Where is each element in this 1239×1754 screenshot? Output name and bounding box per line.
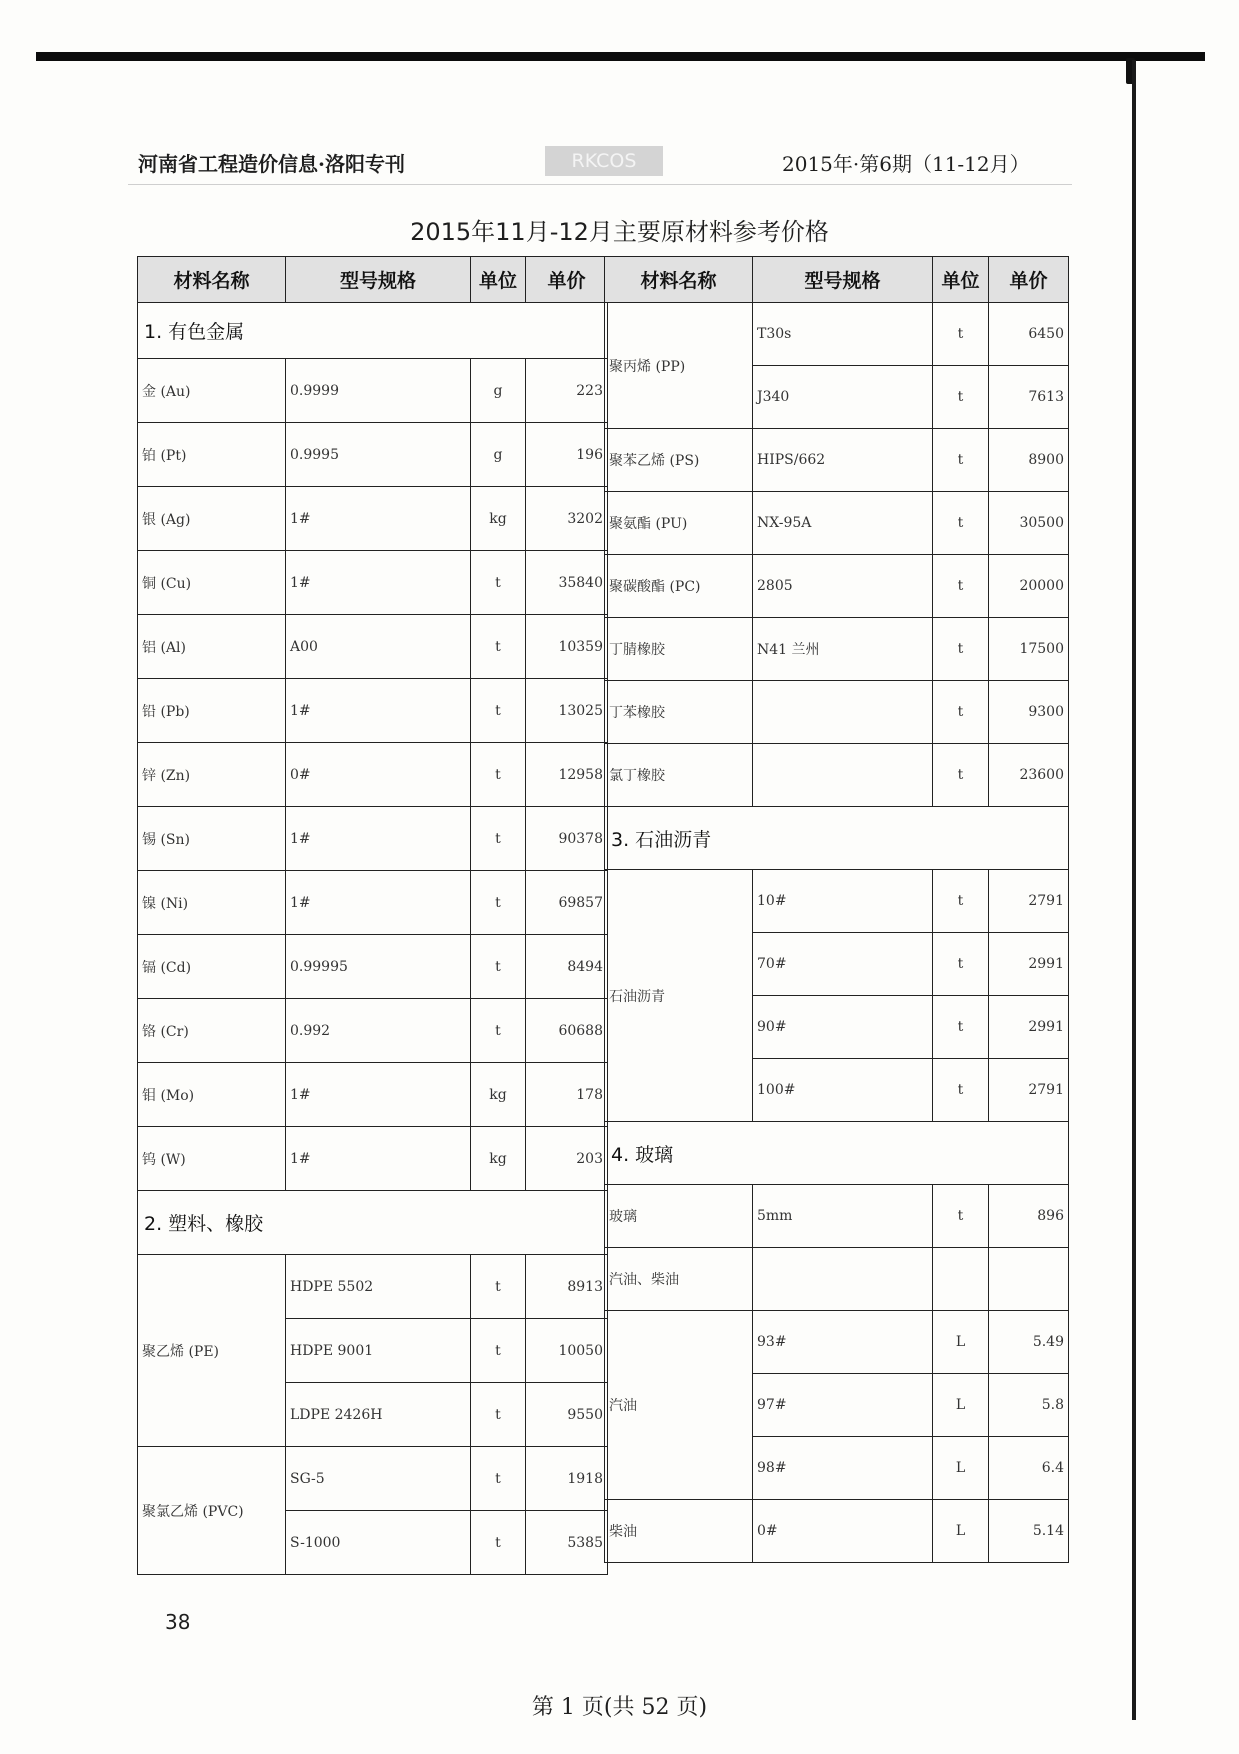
material-name: 聚氯乙烯 (PVC) <box>138 1447 286 1575</box>
header-rule <box>128 184 1072 185</box>
price: 5.8 <box>989 1374 1069 1437</box>
material-name: 铬 (Cr) <box>138 999 286 1063</box>
material-name: 锡 (Sn) <box>138 807 286 871</box>
unit: L <box>933 1437 989 1500</box>
col-header-unit: 单位 <box>471 257 526 303</box>
spec: 1# <box>286 1063 471 1127</box>
unit: t <box>471 679 526 743</box>
unit: t <box>933 492 989 555</box>
table-row <box>138 1447 608 1511</box>
material-name: 玻璃 <box>605 1185 753 1248</box>
spec: 93# <box>753 1311 933 1374</box>
table-row <box>138 1063 608 1127</box>
unit: g <box>471 359 526 423</box>
price: 8494 <box>526 935 608 999</box>
table-row <box>605 618 1069 681</box>
material-name: 铂 (Pt) <box>138 423 286 487</box>
table-row <box>605 429 1069 492</box>
unit: t <box>471 615 526 679</box>
table-row <box>605 681 1069 744</box>
unit: t <box>933 744 989 807</box>
price: 17500 <box>989 618 1069 681</box>
spec: 2805 <box>753 555 933 618</box>
price: 69857 <box>526 871 608 935</box>
unit: t <box>933 303 989 366</box>
price: 12958 <box>526 743 608 807</box>
price: 7613 <box>989 366 1069 429</box>
price: 60688 <box>526 999 608 1063</box>
spec: 1# <box>286 871 471 935</box>
col-header-name: 材料名称 <box>138 257 286 303</box>
unit: kg <box>471 1063 526 1127</box>
spec: T30s <box>753 303 933 366</box>
table-row <box>138 487 608 551</box>
unit: t <box>471 1255 526 1319</box>
unit: t <box>933 1059 989 1122</box>
material-name: 氯丁橡胶 <box>605 744 753 807</box>
spec: 97# <box>753 1374 933 1437</box>
spec: 10# <box>753 870 933 933</box>
unit: t <box>933 1185 989 1248</box>
unit: L <box>933 1311 989 1374</box>
page-number: 38 <box>165 1610 191 1634</box>
material-name: 银 (Ag) <box>138 487 286 551</box>
unit: t <box>933 870 989 933</box>
price: 35840 <box>526 551 608 615</box>
spec: 1# <box>286 807 471 871</box>
price: 896 <box>989 1185 1069 1248</box>
table-row <box>138 423 608 487</box>
table-row <box>605 1311 1069 1374</box>
table-row <box>138 1127 608 1191</box>
price: 6.4 <box>989 1437 1069 1500</box>
price: 10359 <box>526 615 608 679</box>
header-row <box>605 257 1069 303</box>
top-rule <box>36 52 1205 61</box>
issue-info: 2015年·第6期（11-12月） <box>782 152 1030 176</box>
section-heading: 1. 有色金属 <box>138 303 608 359</box>
table-row <box>138 871 608 935</box>
material-name: 钼 (Mo) <box>138 1063 286 1127</box>
spec: 70# <box>753 933 933 996</box>
material-name: 聚碳酸酯 (PC) <box>605 555 753 618</box>
table-row <box>605 303 1069 366</box>
material-name: 聚乙烯 (PE) <box>138 1255 286 1447</box>
price: 5385 <box>526 1511 608 1575</box>
binding-edge <box>1132 60 1136 1720</box>
unit: t <box>471 807 526 871</box>
journal-name: 河南省工程造价信息·洛阳专刊 <box>138 152 405 176</box>
spec: 0# <box>286 743 471 807</box>
unit: t <box>933 429 989 492</box>
price: 2991 <box>989 933 1069 996</box>
price: 13025 <box>526 679 608 743</box>
spec: 98# <box>753 1437 933 1500</box>
col-header-name: 材料名称 <box>605 257 753 303</box>
spec: A00 <box>286 615 471 679</box>
material-name: 聚丙烯 (PP) <box>605 303 753 429</box>
price: 9300 <box>989 681 1069 744</box>
spec: 1# <box>286 551 471 615</box>
unit: t <box>471 935 526 999</box>
spec <box>753 681 933 744</box>
unit: t <box>471 1511 526 1575</box>
price: 5.14 <box>989 1500 1069 1563</box>
spec: 90# <box>753 996 933 1059</box>
spec: HIPS/662 <box>753 429 933 492</box>
spec: N41 兰州 <box>753 618 933 681</box>
material-name: 铅 (Pb) <box>138 679 286 743</box>
price: 1918 <box>526 1447 608 1511</box>
spec: 1# <box>286 1127 471 1191</box>
unit: L <box>933 1500 989 1563</box>
unit: t <box>933 933 989 996</box>
spec: 5mm <box>753 1185 933 1248</box>
material-name: 聚氨酯 (PU) <box>605 492 753 555</box>
table-row <box>605 1185 1069 1248</box>
header-row <box>138 257 608 303</box>
page-title: 2015年11月-12月主要原材料参考价格 <box>410 218 829 246</box>
spec: 0.99995 <box>286 935 471 999</box>
unit: g <box>471 423 526 487</box>
spec: S-1000 <box>286 1511 471 1575</box>
spec: 0# <box>753 1500 933 1563</box>
spec: 0.992 <box>286 999 471 1063</box>
unit <box>933 1248 989 1311</box>
stamp-watermark: RKCOS <box>545 146 663 176</box>
price: 90378 <box>526 807 608 871</box>
unit: t <box>471 999 526 1063</box>
unit: kg <box>471 487 526 551</box>
price: 10050 <box>526 1319 608 1383</box>
material-name: 丁苯橡胶 <box>605 681 753 744</box>
unit: t <box>933 681 989 744</box>
col-header-unit: 单位 <box>933 257 989 303</box>
table-row <box>138 1255 608 1319</box>
unit: t <box>933 618 989 681</box>
material-name: 镍 (Ni) <box>138 871 286 935</box>
price: 203 <box>526 1127 608 1191</box>
table-row <box>138 551 608 615</box>
price: 196 <box>526 423 608 487</box>
material-name: 柴油 <box>605 1500 753 1563</box>
table-row <box>605 492 1069 555</box>
material-name: 锌 (Zn) <box>138 743 286 807</box>
unit: t <box>933 996 989 1059</box>
price: 2991 <box>989 996 1069 1059</box>
material-name: 丁腈橡胶 <box>605 618 753 681</box>
table-row <box>138 743 608 807</box>
table-row <box>138 359 608 423</box>
col-header-price: 单价 <box>989 257 1069 303</box>
table-row <box>138 807 608 871</box>
price <box>989 1248 1069 1311</box>
page-footer: 第 1 页(共 52 页) <box>531 1695 708 1720</box>
price: 3202 <box>526 487 608 551</box>
spec: NX-95A <box>753 492 933 555</box>
price: 30500 <box>989 492 1069 555</box>
unit: t <box>471 1447 526 1511</box>
price: 23600 <box>989 744 1069 807</box>
unit: L <box>933 1374 989 1437</box>
price: 2791 <box>989 870 1069 933</box>
col-header-spec: 型号规格 <box>753 257 933 303</box>
material-name: 汽油、柴油 <box>605 1248 753 1311</box>
price: 5.49 <box>989 1311 1069 1374</box>
section-heading: 4. 玻璃 <box>605 1122 1069 1185</box>
material-name: 镉 (Cd) <box>138 935 286 999</box>
material-name: 铝 (Al) <box>138 615 286 679</box>
spec <box>753 1248 933 1311</box>
spec: SG-5 <box>286 1447 471 1511</box>
table-row <box>138 615 608 679</box>
spec: 0.9995 <box>286 423 471 487</box>
unit: t <box>471 551 526 615</box>
spec <box>753 744 933 807</box>
spec: HDPE 5502 <box>286 1255 471 1319</box>
material-name: 铜 (Cu) <box>138 551 286 615</box>
col-header-price: 单价 <box>526 257 608 303</box>
table-row <box>605 555 1069 618</box>
unit: t <box>933 555 989 618</box>
unit: t <box>471 1383 526 1447</box>
section-heading: 2. 塑料、橡胶 <box>138 1191 608 1255</box>
table-row <box>605 870 1069 933</box>
table-row <box>605 1500 1069 1563</box>
price: 9550 <box>526 1383 608 1447</box>
unit: t <box>933 366 989 429</box>
material-name: 石油沥青 <box>605 870 753 1122</box>
table-row <box>138 679 608 743</box>
price: 20000 <box>989 555 1069 618</box>
price: 223 <box>526 359 608 423</box>
spec: 0.9999 <box>286 359 471 423</box>
unit: t <box>471 1319 526 1383</box>
spec: LDPE 2426H <box>286 1383 471 1447</box>
price: 6450 <box>989 303 1069 366</box>
price: 178 <box>526 1063 608 1127</box>
table-row <box>138 999 608 1063</box>
left-price-table <box>137 256 608 1575</box>
price: 8913 <box>526 1255 608 1319</box>
material-name: 汽油 <box>605 1311 753 1500</box>
material-name: 金 (Au) <box>138 359 286 423</box>
unit: t <box>471 743 526 807</box>
table-row <box>605 1248 1069 1311</box>
table-row <box>138 935 608 999</box>
unit: kg <box>471 1127 526 1191</box>
section-heading: 3. 石油沥青 <box>605 807 1069 870</box>
spec: 1# <box>286 679 471 743</box>
col-header-spec: 型号规格 <box>286 257 471 303</box>
table-row <box>605 744 1069 807</box>
right-price-table <box>604 256 1069 1563</box>
price: 8900 <box>989 429 1069 492</box>
material-name: 聚苯乙烯 (PS) <box>605 429 753 492</box>
price: 2791 <box>989 1059 1069 1122</box>
unit: t <box>471 871 526 935</box>
spec: J340 <box>753 366 933 429</box>
spec: 100# <box>753 1059 933 1122</box>
spec: HDPE 9001 <box>286 1319 471 1383</box>
material-name: 钨 (W) <box>138 1127 286 1191</box>
spec: 1# <box>286 487 471 551</box>
